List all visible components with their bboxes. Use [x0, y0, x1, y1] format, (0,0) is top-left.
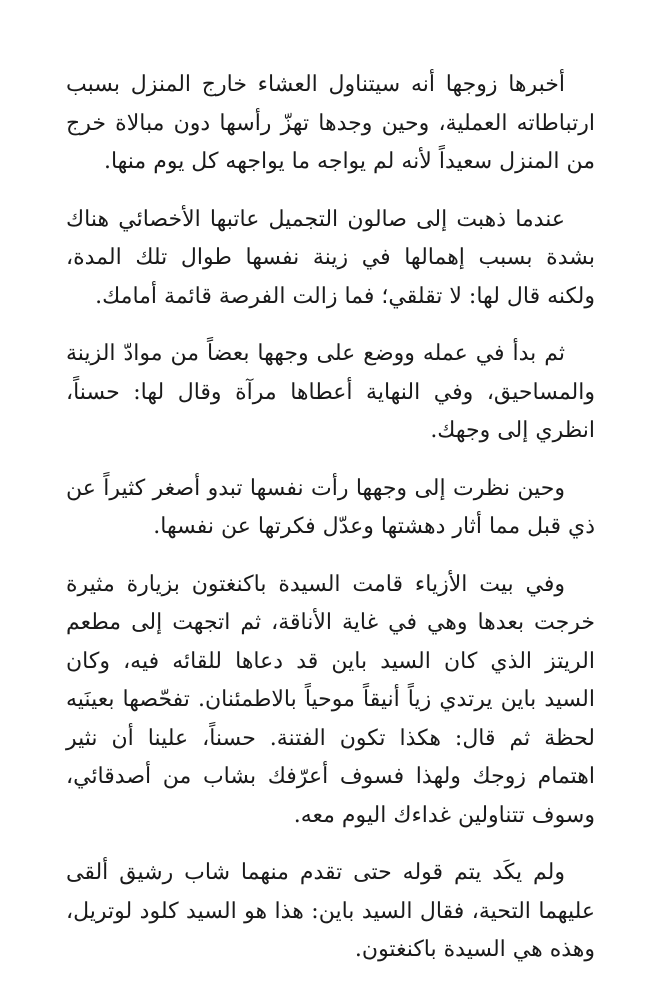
paragraph-5: وفي بيت الأزياء قامت السيدة باكنغتون بزيارة مثيرة خرجت بعدها وهي في غاية الأناقة، ثم اتجهت إلى مطعم الريتز الذي كان السيد باين قد دعاها للقائه فيه، وكان السيد باين يرتدي زياً أنيقاً موحياً بالاطمئنان. تفحّصها بعينَيه لحظة ثم قال: هكذا تكون الفتنة. حسناً، علينا أن نثير اهتمام زوجك ولهذا فسوف أعرّفك بشاب من أصدقائي، وسوف تتناولين غداءك اليوم معه.: [66, 571, 595, 828]
paragraph-3: ثم بدأ في عمله ووضع على وجهها بعضاً من موادّ الزينة والمساحيق، وفي النهاية أعطاها مرآة وقال لها: حسناً، انظري إلى وجهك.: [66, 341, 595, 443]
paragraph-4: وحين نظرت إلى وجهها رأت نفسها تبدو أصغر كثيراً عن ذي قبل مما أثار دهشتها وعدّل فكرتها عن نفسها.: [66, 475, 595, 539]
paragraph-1: أخبرها زوجها أنه سيتناول العشاء خارج المنزل بسبب ارتباطاته العملية، وحين وجدها تهزّ رأسها دون مبالاة خرج من المنزل سعيداً لأنه لم يواجه ما يواجهه كل يوم منها.: [66, 72, 595, 174]
paragraph-2: عندما ذهبت إلى صالون التجميل عاتبها الأخصائي هناك بشدة بسبب إهمالها في زينة نفسها طوال تلك المدة، ولكنه قال لها: لا تقلقي؛ فما زالت الفرصة قائمة أمامك.: [66, 206, 595, 309]
paragraph-6: ولم يكَد يتم قوله حتى تقدم منهما شاب رشيق ألقى عليهما التحية، فقال السيد باين: هذا هو السيد كلود لوتريل، وهذه هي السيدة باكنغتون.: [66, 860, 595, 962]
